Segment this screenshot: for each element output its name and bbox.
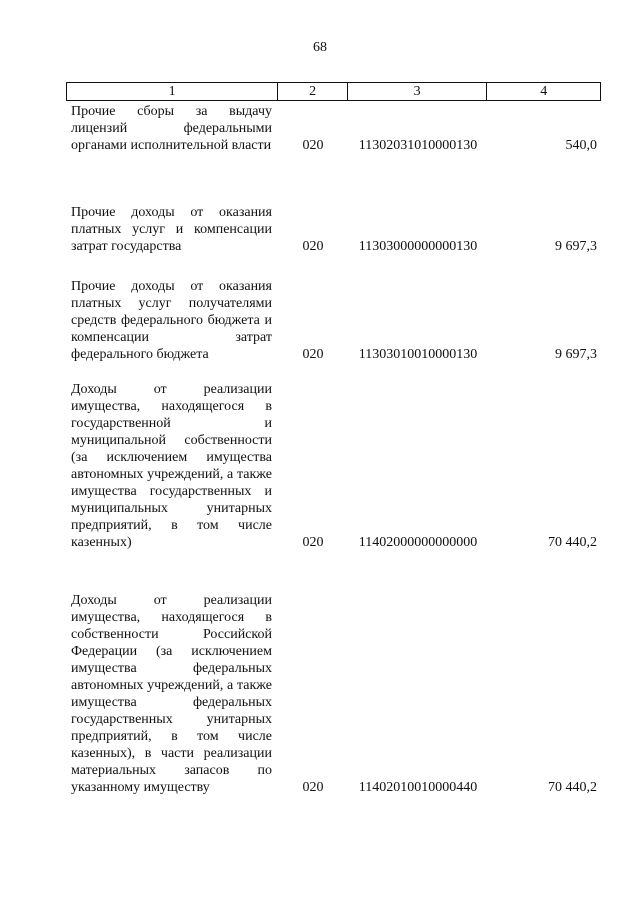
row-description: Прочие доходы от оказания платных услуг получателями средств федерального бюджета и компенсации затрат федерального бюджета xyxy=(71,279,272,362)
row-kbk-code: 11402010010000440 xyxy=(358,780,478,795)
row-admin-code: 020 xyxy=(302,780,324,795)
row-amount: 70 440,2 xyxy=(548,535,597,550)
row-kbk-code: 11302031010000130 xyxy=(358,138,478,153)
table-row xyxy=(66,592,601,796)
row-description: Доходы от реализации имущества, находящегося в собственности Российской Федерации (за исключением имущества федеральных автономных учреждений, а также имущества федеральных государственных унитарных предприятий, в том числе казенных), в части реализации материальных запасов по указанному имуществу xyxy=(71,593,272,795)
row-description: Прочие доходы от оказания платных услуг и компенсации затрат государства xyxy=(71,205,272,254)
row-kbk-code: 11303000000000130 xyxy=(358,239,478,254)
table-row xyxy=(66,381,601,551)
row-kbk-code: 11402000000000000 xyxy=(358,535,478,550)
row-admin-code: 020 xyxy=(302,138,324,153)
header-col-2: 2 xyxy=(278,83,348,100)
header-col-4: 4 xyxy=(540,84,548,99)
row-admin-code: 020 xyxy=(302,535,324,550)
row-amount: 9 697,3 xyxy=(555,347,597,362)
row-description: Доходы от реализации имущества, находящегося в государственной и муниципальной собственности (за исключением имущества автономных учреждений, а также имущества государственных и муниципальных унитарных предприятий, в том числе казенных) xyxy=(71,382,272,550)
table-header xyxy=(66,82,601,101)
header-col-3: 3 xyxy=(348,83,487,100)
row-kbk-code: 11303010010000130 xyxy=(358,347,478,362)
page-number: 68 xyxy=(313,40,327,55)
row-admin-code: 020 xyxy=(302,347,324,362)
table-row xyxy=(66,278,601,363)
row-description: Прочие сборы за выдачу лицензий федеральными органами исполнительной власти xyxy=(71,104,272,153)
row-amount: 70 440,2 xyxy=(548,780,597,795)
table-row xyxy=(66,204,601,255)
row-admin-code: 020 xyxy=(302,239,324,254)
row-amount: 540,0 xyxy=(565,138,597,153)
row-amount: 9 697,3 xyxy=(555,239,597,254)
table-row xyxy=(66,103,601,154)
header-col-1: 1 xyxy=(67,83,278,100)
